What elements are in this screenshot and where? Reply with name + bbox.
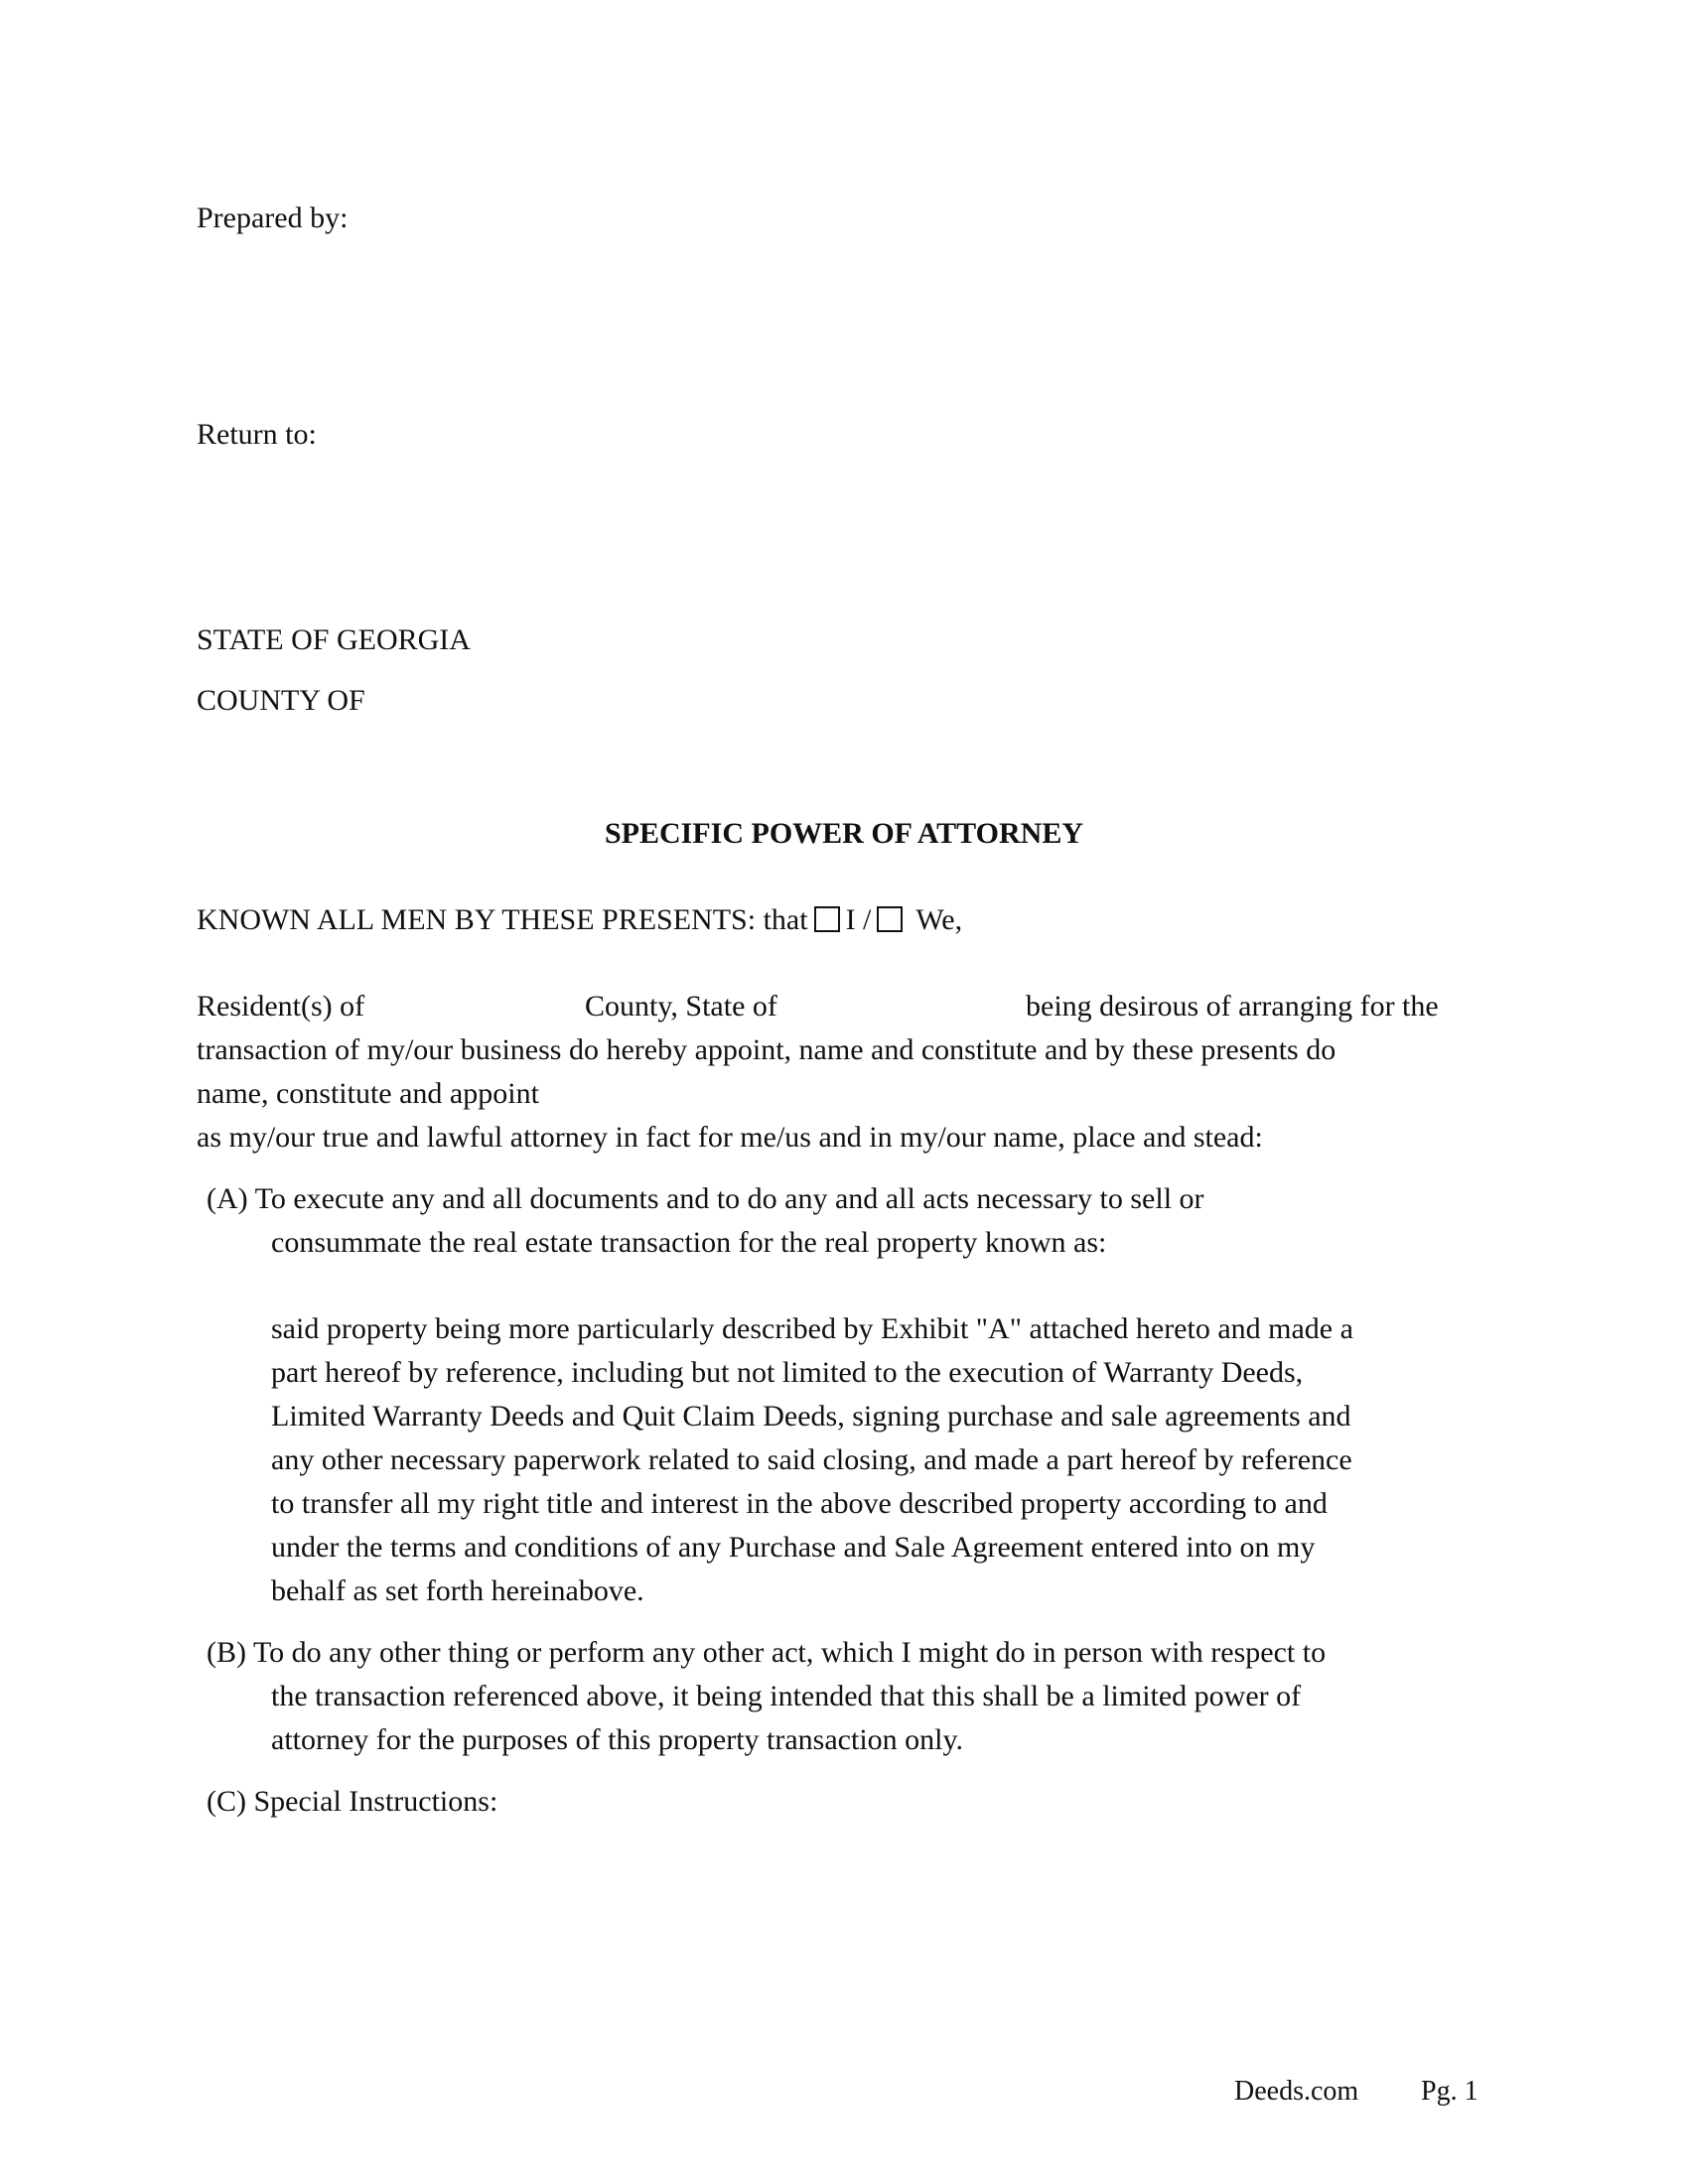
footer-page-number: Pg. 1	[1421, 2076, 1478, 2107]
item-c-line-1: (C) Special Instructions:	[207, 1785, 498, 1818]
checkbox-i[interactable]	[814, 906, 840, 932]
document-title: SPECIFIC POWER OF ATTORNEY	[604, 817, 1083, 850]
item-a-desc-line: said property being more particularly described by Exhibit "A" attached hereto and made a	[271, 1312, 1353, 1345]
option-we-label: We,	[915, 903, 963, 936]
item-a-desc-line: any other necessary paperwork related to said closing, and made a part hereof by reference	[271, 1443, 1352, 1476]
item-a-line-1: (A) To execute any and all documents and to do any and all acts necessary to sell or	[207, 1182, 1204, 1215]
footer-site: Deeds.com	[1234, 2076, 1359, 2107]
option-i-label: I /	[845, 903, 872, 936]
item-a-desc-line: Limited Warranty Deeds and Quit Claim Deeds, signing purchase and sale agreements and	[271, 1400, 1351, 1433]
presents-lead: KNOWN ALL MEN BY THESE PRESENTS: that	[197, 903, 808, 936]
county-state-of-label: County, State of	[585, 990, 777, 1023]
residents-line-2: transaction of my/our business do hereby appoint, name and constitute and by these presents do	[197, 1033, 1336, 1066]
presents-line	[197, 898, 962, 942]
checkbox-we[interactable]	[877, 906, 903, 932]
item-a-desc-line: part hereof by reference, including but not limited to the execution of Warranty Deeds,	[271, 1356, 1304, 1389]
item-b-line-2: the transaction referenced above, it being intended that this shall be a limited power of	[271, 1680, 1302, 1712]
item-a-line-2: consummate the real estate transaction for the real property known as:	[271, 1226, 1107, 1259]
residents-line-4: as my/our true and lawful attorney in fact for me/us and in my/our name, place and stead:	[197, 1121, 1263, 1154]
item-b-line-3: attorney for the purposes of this property transaction only.	[271, 1723, 964, 1756]
residents-of-label: Resident(s) of	[197, 990, 365, 1023]
county-label: COUNTY OF	[197, 684, 365, 717]
item-a-desc-line: under the terms and conditions of any Purchase and Sale Agreement entered into on my	[271, 1531, 1316, 1564]
state-label: STATE OF GEORGIA	[197, 623, 471, 656]
residents-line-3: name, constitute and appoint	[197, 1077, 539, 1110]
item-b-line-1: (B) To do any other thing or perform any other act, which I might do in person with respect to	[207, 1636, 1327, 1669]
prepared-by-label: Prepared by:	[197, 202, 349, 234]
item-a-desc-line: behalf as set forth hereinabove.	[271, 1574, 644, 1607]
item-a-desc-line: to transfer all my right title and interest in the above described property according to and	[271, 1487, 1328, 1520]
return-to-label: Return to:	[197, 418, 317, 451]
desirous-text: being desirous of arranging for the	[1026, 990, 1439, 1023]
